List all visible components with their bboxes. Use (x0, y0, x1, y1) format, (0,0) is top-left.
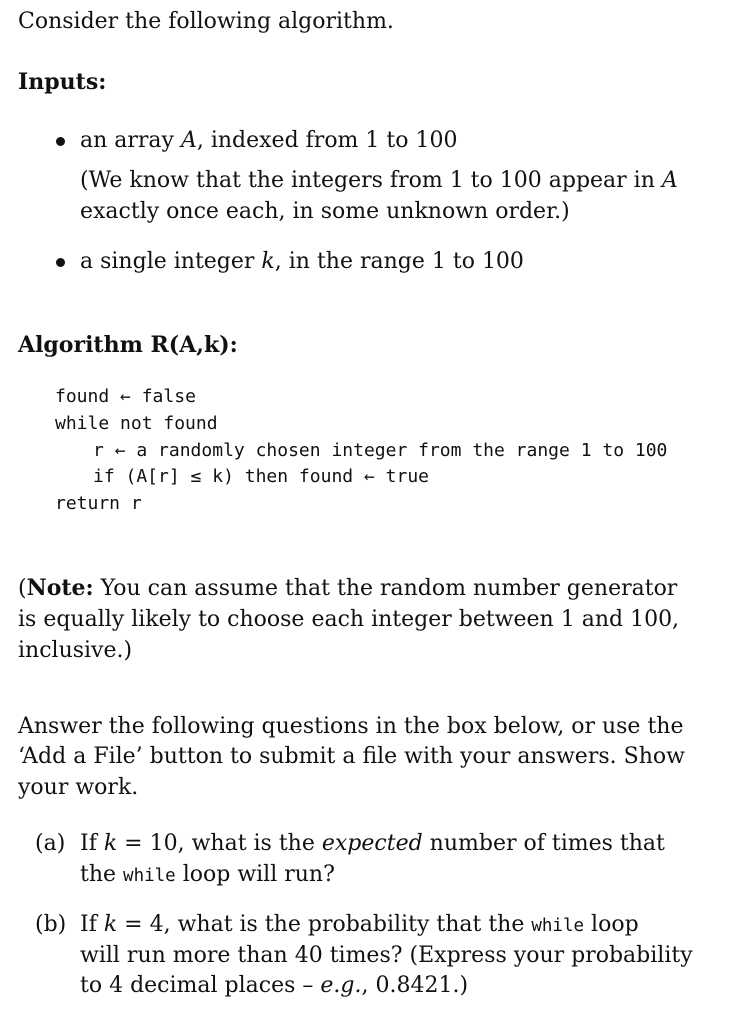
question-b-label: (b) (35, 912, 67, 937)
code-line-2: while not found (55, 413, 218, 434)
question-a-label: (a) (35, 831, 66, 856)
question-b-line-2: will run more than 40 times? (Express your probability (80, 943, 693, 968)
note-line-3: inclusive.) (18, 638, 133, 663)
question-b-line-1: If k = 4, what is the probability that the while loop (80, 912, 639, 937)
algorithm-heading: Algorithm R(A,k): (18, 332, 238, 358)
question-b-line-3: to 4 decimal places – e.g., 0.8421.) (80, 973, 469, 998)
question-a-line-2: the while loop will run? (80, 862, 335, 887)
array-note-line2: exactly once each, in some unknown order.) (80, 199, 570, 224)
inputs-heading: Inputs: (18, 69, 107, 95)
input-array-item: an array A, indexed from 1 to 100 (80, 128, 458, 153)
note-line-2: is equally likely to choose each integer between 1 and 100, (18, 607, 680, 632)
code-line-3: r ← a randomly chosen integer from the range 1 to 100 (93, 440, 668, 461)
note-line-1: (Note: You can assume that the random number generator (18, 575, 678, 601)
code-line-5: return r (55, 493, 142, 514)
instructions-line-1: Answer the following questions in the box below, or use the (18, 714, 684, 739)
bullet-marker (56, 258, 65, 267)
code-line-4: if (A[r] ≤ k) then found ← true (93, 466, 430, 487)
question-a-line-1: If k = 10, what is the expected number of times that (80, 831, 665, 856)
instructions-line-2: ‘Add a File’ button to submit a file with your answers. Show (18, 744, 685, 769)
instructions-line-3: your work. (18, 775, 139, 800)
array-note-line1: (We know that the integers from 1 to 100 appear in A (80, 168, 678, 193)
bullet-marker (56, 137, 65, 146)
intro-text: Consider the following algorithm. (18, 9, 394, 34)
code-line-1: found ← false (55, 386, 196, 407)
input-k-item: a single integer k, in the range 1 to 100 (80, 249, 524, 274)
